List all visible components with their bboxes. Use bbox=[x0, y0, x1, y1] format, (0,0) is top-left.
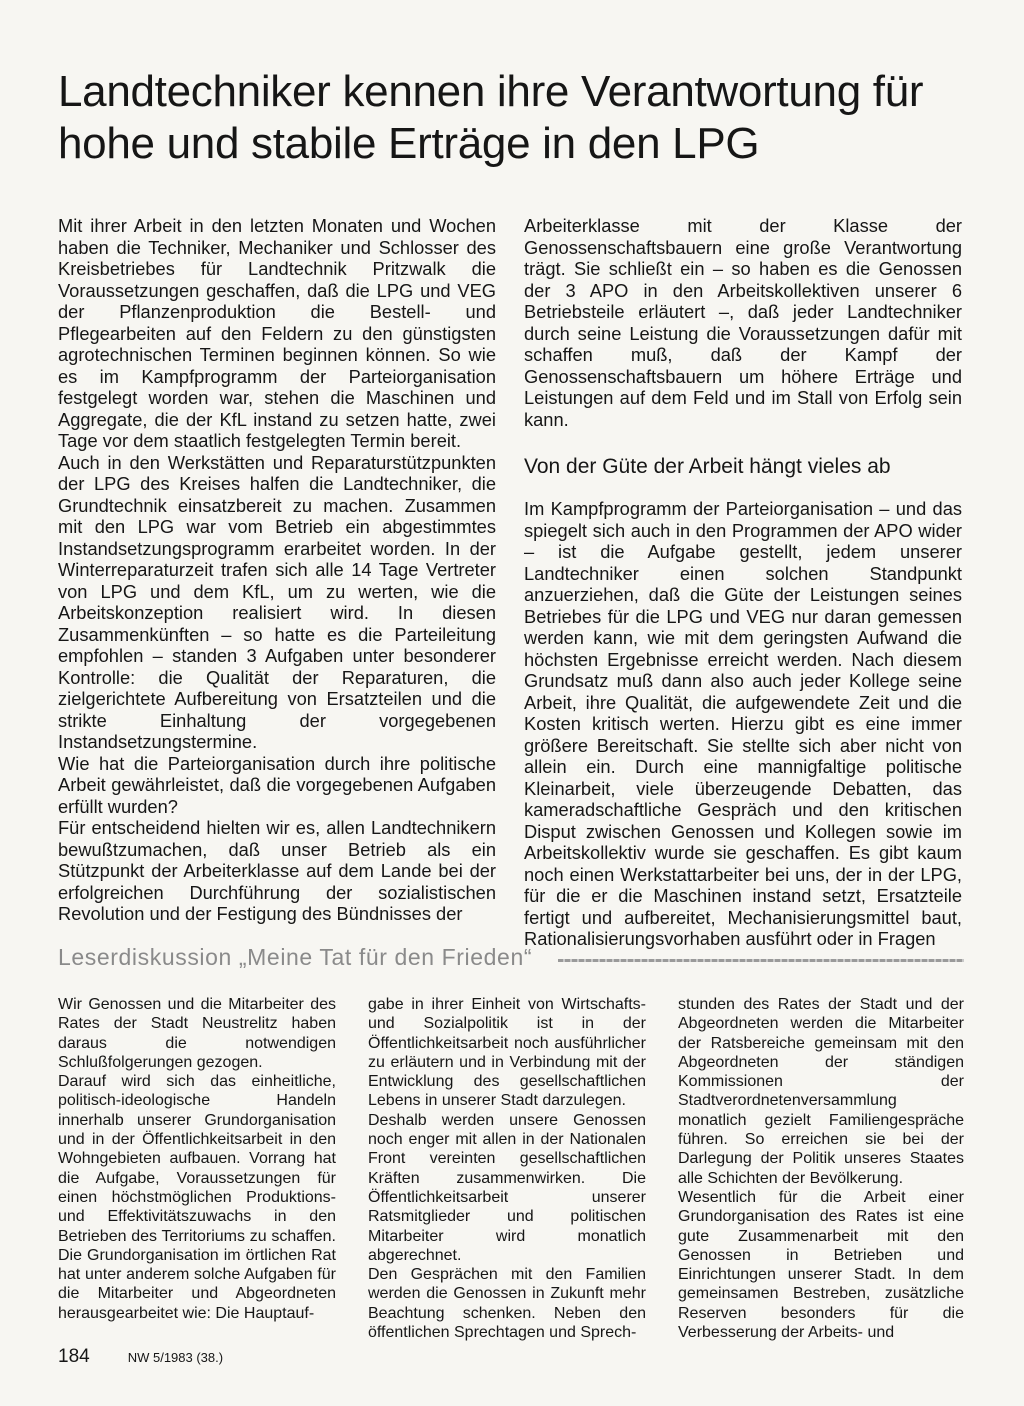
issue-label: NW 5/1983 (38.) bbox=[127, 1350, 224, 1365]
subheading: Von der Güte der Arbeit hängt vieles ab bbox=[524, 455, 891, 478]
discussion-column-3 bbox=[678, 995, 964, 1342]
paragraph: Mit ihrer Arbeit in den letzten Monaten und Wochen haben die Techniker, Mechaniker und Schlosser des Kreisbetriebes für Landtechnik Pritzwalk die Voraussetzungen geschaffen, daß die LPG und VEG der Pflanzenproduktion die Bestell- und Pflegearbeiten auf den Feldern zu den günstigsten agrotechnischen Terminen beginnen können. So wie es im Kampfprogramm der Parteiorganisation festgelegt worden war, stehen die Maschinen und Aggregate, die der KfL instand zu setzen hatte, zwei Tage vor dem staatlich festgelegten Termin bereit. bbox=[58, 215, 496, 451]
main-column-right bbox=[524, 215, 962, 950]
discussion-column-1 bbox=[58, 995, 336, 1323]
paragraph: Im Kampfprogramm der Parteiorganisation – und das spiegelt sich auch in den Programmen der APO wider – ist die Aufgabe gestellt, jedem unserer Landtechniker einen solchen Standpunkt anzuerziehen, daß die Güte der Leistungen seines Betriebes für die LPG und VEG nur daran gemessen werden kann, wie mit dem geringsten Aufwand die höchsten Ergebnisse erreicht werden. Nach diesem Grundsatz muß dann also auch jeder Kollege seine Arbeit, ihre Qualität, die aufgewendete Zeit und die Kosten kritisch werten. Hierzu gibt es eine immer größere Bereitschaft. Sie stellte sich aber nicht von allein ein. Durch eine mannigfaltige politische Kleinarbeit, viele überzeugende Debatten, das kameradschaftliche Gespräch und den kritischen Disput zwischen Genossen und Kollegen sowie im Arbeitskollektiv wurde sie geschaffen. Es gibt kaum noch einen Werkstattarbeiter bei uns, der in der LPG, für die er die Maschinen instand setzt, Ersatzteile fertigt und aufbereitet, Mechanisierungsmittel baut, Rationalisierungsvorhaben ausführt oder in Fragen bbox=[524, 498, 962, 949]
paragraph: Auch in den Werkstätten und Reparaturstützpunkten der LPG des Kreises halfen die Landtechniker, die Grundtechnik einsatzbereit zu machen. Zusammen mit den LPG war vom Betrieb ein abgestimmtes Instandsetzungsprogramm erarbeitet worden. In der Winterreparaturzeit trafen sich alle 14 Tage Vertreter von LPG und dem KfL, um zu werten, wie die Arbeitskonzeption realisiert wird. In diesen Zusammenkünften – so hatte es die Parteileitung empfohlen – standen 3 Aufgaben unter besonderer Kontrolle: die Qualität der Reparaturen, die zielgerichtete Aufbereitung von Ersatzteilen und die strikte Einhaltung der vorgegebenen Instandsetzungstermine. bbox=[58, 451, 496, 752]
paragraph: Wesentlich für die Arbeit einer Grundorganisation des Rates ist eine gute Zusammenarbeit mit den Genossen in Betrieben und Einrichtungen unserer Stadt. In dem gemeinsamen Bestreben, zusätzliche Reserven besonders für die Verbesserung der Arbeits- und bbox=[678, 1188, 964, 1342]
paragraph: Den Gesprächen mit den Familien werden die Genossen in Zukunft mehr Beachtung schenken. Neben den öffentlichen Sprechtagen und Sprech- bbox=[368, 1266, 646, 1342]
paragraph: Darauf wird sich das einheitliche, politisch-ideologische Handeln innerhalb unserer Grundorganisation und in der Öffentlichkeitsarbeit in den Wohngebieten aufbauen. Vorrang hat die Aufgabe, Voraussetzungen für einen höchstmöglichen Produktions- und Effektivitätszuwachs in den Betrieben des Territoriums zu schaffen. Die Grundorganisation im örtlichen Rat hat unter anderem solche Aufgaben für die Mitarbeiter und Abgeordneten herausgearbeitet wie: Die Hauptauf- bbox=[58, 1073, 336, 1322]
section-rule bbox=[558, 959, 964, 962]
section-header bbox=[58, 942, 964, 972]
paragraph: Wir Genossen und die Mitarbeiter des Rates der Stadt Neustrelitz haben daraus die notwendigen Schlußfolgerungen gezogen. bbox=[58, 996, 336, 1071]
paragraph: gabe in ihrer Einheit von Wirtschafts- und Sozialpolitik ist in der Öffentlichkeitsarbeit noch ausführlicher zu erläutern und in Verbindung mit der Entwicklung des gesellschaftlichen Lebens in unserer Stadt darzulegen. bbox=[368, 996, 646, 1110]
main-column-left bbox=[58, 215, 496, 925]
paragraph: Deshalb werden unsere Genossen noch enger mit allen in der Nationalen Front vereinten gesellschaftlichen Kräften zusammenwirken. Die Öffentlichkeitsarbeit unserer Ratsmitglieder und politischen Mitarbeiter wird monatlich abgerechnet. bbox=[368, 1111, 646, 1264]
page-number: 184 bbox=[58, 1346, 90, 1367]
discussion-column-2 bbox=[368, 995, 646, 1342]
section-title: Leserdiskussion „Meine Tat für den Frieden“ bbox=[58, 943, 533, 970]
paragraph: Für entscheidend hielten wir es, allen Landtechnikern bewußtzumachen, daß unser Betrieb als ein Stützpunkt der Arbeiterklasse auf dem Lande bei der erfolgreichen Durchführung der sozialistischen Revolution und der Festigung des Bündnisses der bbox=[58, 817, 496, 924]
paragraph: stunden des Rates der Stadt und der Abgeordneten werden die Mitarbeiter der Ratsbereiche gemeinsam mit den Abgeordneten der ständigen Kommissionen der Stadtverordnetenversammlung monatlich gezielt Familiengespräche führen. So erreichen sie bei der Darlegung der Politik unseres Staates alle Schichten der Bevölkerung. bbox=[678, 996, 964, 1187]
paragraph: Arbeiterklasse mit der Klasse der Genossenschaftsbauern eine große Verantwortung trägt. Sie schließt ein – so haben es die Genossen der 3 APO in den Arbeitskollektiven unserer 6 Betriebsteile erläutert –, daß jeder Landtechniker durch seine Leistung die Voraussetzungen dafür mit schaffen muß, daß der Kampf der Genossenschaftsbauern um höhere Erträge und Leistungen auf dem Feld und im Stall von Erfolg sein kann. bbox=[524, 215, 962, 430]
paragraph: Wie hat die Parteiorganisation durch ihre politische Arbeit gewährleistet, daß die vorgegebenen Aufgaben erfüllt wurden? bbox=[58, 752, 496, 817]
page-footer bbox=[58, 1346, 223, 1368]
article-headline: Landtechniker kennen ihre Verantwortung für hohe und stabile Erträge in den LPG bbox=[58, 67, 924, 168]
